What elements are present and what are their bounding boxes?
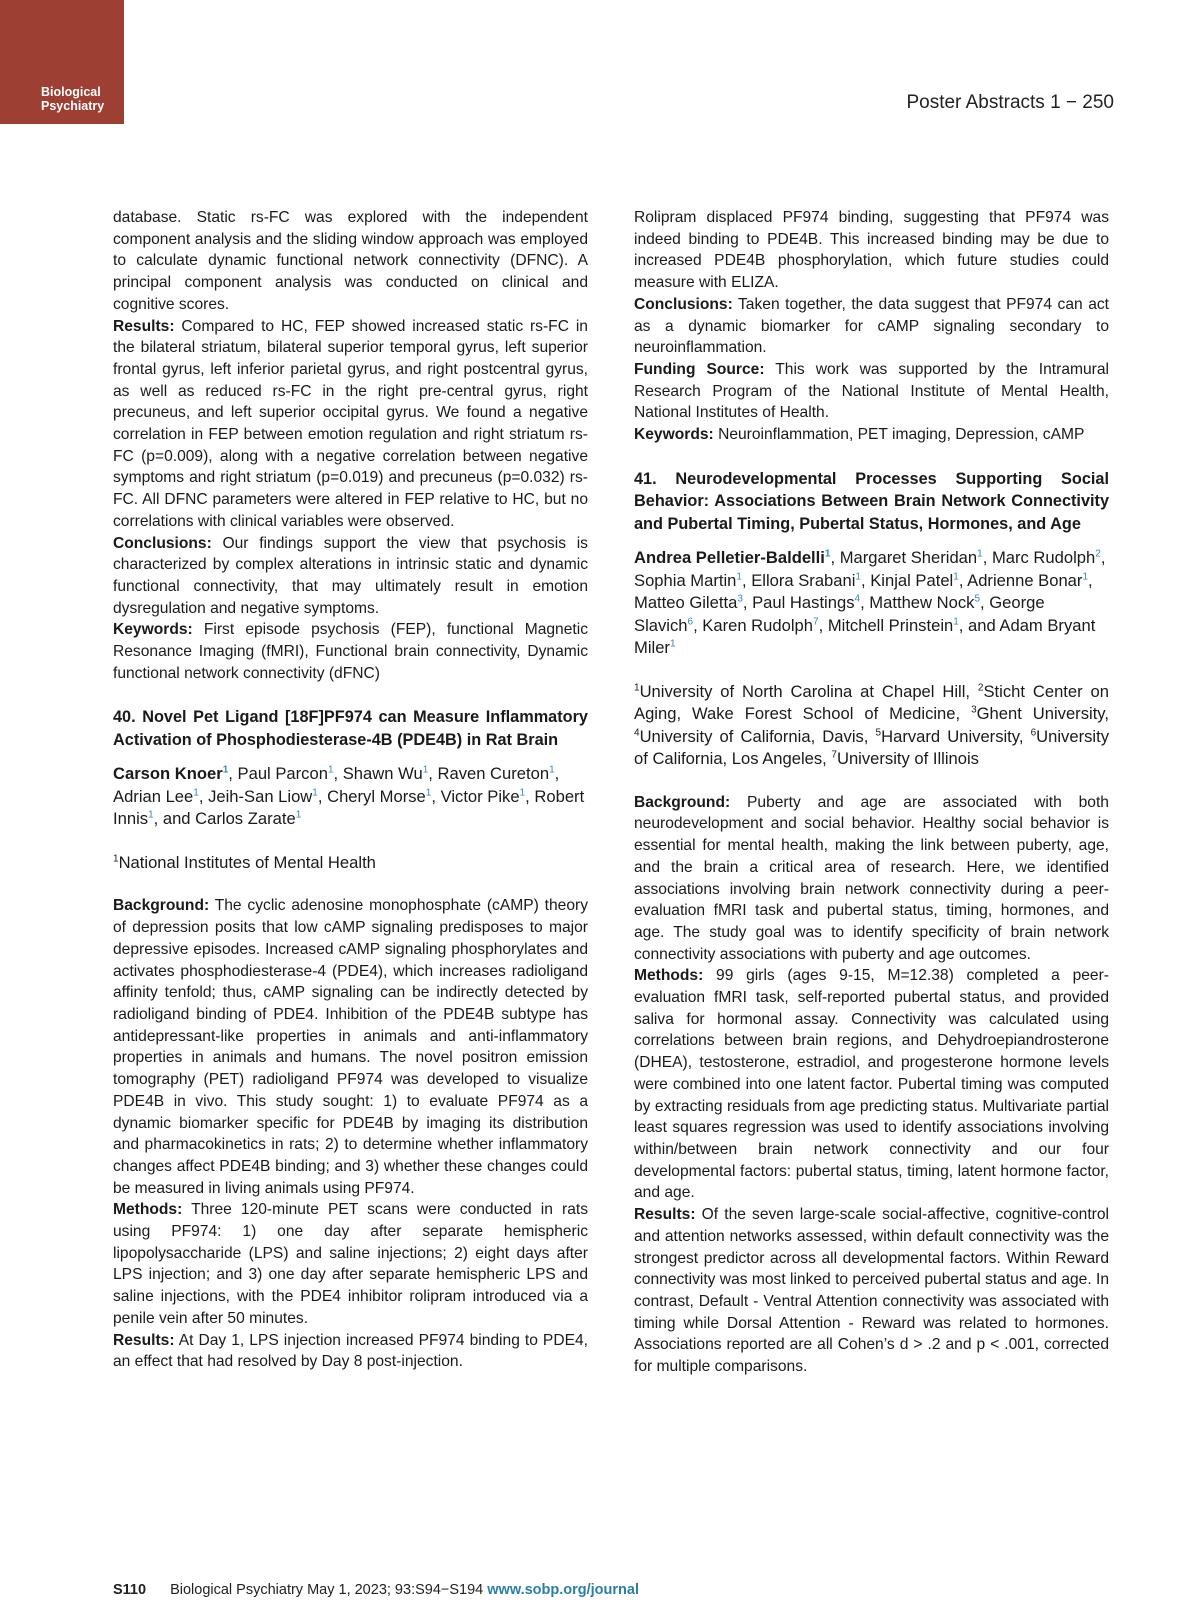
abstract-39-method-tail bbox=[113, 207, 588, 316]
author-separator: , bbox=[317, 786, 328, 806]
author-list bbox=[113, 763, 588, 831]
affiliation-number: 2 bbox=[977, 682, 984, 694]
abstract-40-background bbox=[113, 895, 588, 1199]
section-text: Neuroinflammation, PET imaging, Depression, cAMP bbox=[718, 426, 1085, 444]
affiliation-name: Harvard University, bbox=[881, 726, 1031, 746]
author bbox=[992, 548, 1101, 567]
author-name: Margaret Sheridan bbox=[839, 548, 978, 568]
section-text: This work was supported by the Intramural Research Program of the National Institute of Mental Health, National Institutes of Health. bbox=[634, 360, 1109, 422]
author-name: Robert Innis bbox=[113, 786, 585, 829]
section-text: Compared to HC, FEP showed increased static rs-FC in the bilateral striatum, bilateral superior temporal gyrus, left superior frontal gyrus, left inferior parietal gyrus, and right postcentral gyrus, as well as reduced rs-FC in the right pre-central gyrus, right precuneus, and left superior occipital gyrus. We found a negative correlation in FEP between emotion regulation and right striatum rs-FC (p=0.009), along with a negative correlation between negative symptoms and right striatum (p=0.019) and precuneus (p=0.032) rs-FC. All DFNC parameters were altered in FEP relative to HC, but no correlations with clinical variables were observed. bbox=[113, 317, 588, 530]
section-label: Methods: bbox=[113, 1201, 183, 1219]
section-label: Background: bbox=[113, 897, 210, 915]
author-name: Jeih-San Liow bbox=[208, 786, 313, 806]
author bbox=[208, 787, 318, 806]
author-name: Kinjal Patel bbox=[870, 570, 954, 590]
abstract-39-keywords bbox=[113, 619, 588, 684]
abstract-41 bbox=[634, 468, 1109, 1378]
abstract-41-results bbox=[634, 1204, 1109, 1378]
journal-logo-tab bbox=[0, 0, 124, 124]
abstract-39-results bbox=[113, 316, 588, 533]
author-name: Adrian Lee bbox=[113, 786, 194, 806]
author-separator: , bbox=[860, 593, 870, 613]
author-name: George Slavich bbox=[634, 593, 1045, 635]
author bbox=[327, 787, 431, 806]
affiliation-marker: 1 bbox=[977, 548, 983, 560]
author bbox=[238, 764, 334, 783]
author-name: Victor Pike bbox=[440, 786, 520, 806]
affiliation-marker: 5 bbox=[974, 593, 980, 605]
affiliation-name: Sticht Center on Aging, Wake Forest School of Medicine, bbox=[634, 681, 1110, 724]
left-column bbox=[113, 207, 588, 1373]
affiliation-marker: 1 bbox=[549, 764, 555, 776]
section-label: Methods: bbox=[634, 967, 704, 985]
author-separator: , bbox=[830, 548, 840, 568]
section-text: Of the seven large-scale social-affective, cognitive-control and attention networks assessed, within default connectivity was the strongest predictor across all developmental factors. Within Reward connectivity was most linked to perceived pubertal status and age. In contrast, Default - Ventral Attention connectivity was associated with timing while Dorsal Attention - Reward was related to hormones. Associations reported are all Cohen’s d > .2 and p < .001, corrected for multiple comparisons. bbox=[634, 1206, 1110, 1376]
section-text: database. Static rs-FC was explored with the independent component analysis and the sliding window approach was employed to calculate dynamic functional network connectivity (DFNC). A principal component analysis was conducted on clinical and cognitive scores. bbox=[113, 209, 588, 313]
section-text: First episode psychosis (FEP), functional Magnetic Resonance Imaging (fMRI), Functional brain connectivity, Dynamic functional network connectivity (dFNC) bbox=[113, 621, 588, 682]
section-text: Puberty and age are associated with both neurodevelopment and social behavior. Healthy social behavior is essential for mental health, making the link between puberty, age, and the brain a critical area of research. Here, we identified associations involving brain network connectivity during a peer-evaluation fMRI task and pubertal status, timing, hormones, and age. The study goal was to identify specificity of brain network connectivity associations with puberty and age outcomes. bbox=[634, 793, 1109, 963]
author bbox=[113, 764, 228, 783]
affiliation-marker: 1 bbox=[519, 787, 526, 799]
affiliation-marker: 1 bbox=[669, 638, 676, 650]
affiliation-name: Ghent University, bbox=[976, 704, 1109, 724]
author-separator: , bbox=[818, 615, 828, 635]
author bbox=[634, 548, 830, 567]
author bbox=[441, 787, 526, 806]
author-separator: , and bbox=[153, 809, 196, 829]
section-label: Results: bbox=[113, 317, 175, 335]
affiliation-number: 5 bbox=[875, 727, 882, 739]
affiliation-marker: 1 bbox=[824, 548, 831, 560]
running-head: Poster Abstracts 1 − 250 bbox=[906, 92, 1114, 113]
author-separator: , bbox=[554, 764, 560, 784]
section-label: Background: bbox=[634, 793, 731, 811]
author-name: Andrea Pelletier-Baldelli bbox=[634, 548, 825, 568]
abstract-40-conclusions bbox=[634, 294, 1109, 359]
author-name: Karen Rudolph bbox=[702, 615, 814, 635]
author bbox=[702, 616, 818, 635]
affiliations bbox=[634, 681, 1109, 771]
affiliation-marker: 1 bbox=[736, 571, 742, 583]
section-label: Conclusions: bbox=[634, 295, 733, 313]
journal-url-link[interactable]: www.sobp.org/journal bbox=[487, 1582, 639, 1598]
affiliation-marker: 1 bbox=[1082, 571, 1089, 583]
affiliation-marker: 6 bbox=[687, 616, 694, 628]
section-label: Results: bbox=[634, 1206, 696, 1224]
affiliation-marker: 4 bbox=[854, 593, 861, 605]
author bbox=[437, 764, 554, 783]
affiliation-marker: 1 bbox=[422, 764, 429, 776]
abstract-40-keywords bbox=[634, 424, 1109, 446]
affiliation-marker: 1 bbox=[193, 787, 199, 799]
affiliation-marker: 1 bbox=[327, 764, 334, 776]
affiliation-number: 7 bbox=[831, 749, 837, 761]
author-name: Paul Hastings bbox=[752, 593, 855, 613]
author-name: Marc Rudolph bbox=[991, 548, 1096, 568]
affiliation-marker: 1 bbox=[295, 809, 302, 821]
author bbox=[751, 571, 861, 590]
affiliation-number: 4 bbox=[634, 727, 640, 739]
affiliation-marker: 1 bbox=[148, 809, 154, 821]
author-separator: , bbox=[693, 615, 703, 635]
author bbox=[828, 616, 959, 635]
section-label: Funding Source: bbox=[634, 360, 765, 378]
abstract-40-funding bbox=[634, 359, 1109, 424]
section-text: Our findings support the view that psychosis is characterized by complex alterations in intrinsic static and dynamic functional connectivity, that may ultimately result in emotion dysregulation and negative symptoms. bbox=[113, 534, 588, 617]
abstract-39-continuation bbox=[113, 207, 588, 684]
affiliation-name: University of California, Davis, bbox=[639, 726, 876, 746]
author-list bbox=[634, 547, 1109, 660]
author-name: Raven Cureton bbox=[437, 764, 550, 784]
author bbox=[343, 764, 429, 783]
affiliation-name: University of Illinois bbox=[836, 749, 979, 769]
abstract-40-results bbox=[113, 1330, 588, 1373]
section-text: 99 girls (ages 9-15, M=12.38) completed a peer-evaluation fMRI task, self-reported pubertal status, and provided saliva for hormonal assay. Connectivity was calculated using correlations between brain regions, and Dehydroepiandrosterone (DHEA), testosterone, estradiol, and progesterone hormone levels were combined into one latent factor. Pubertal timing was computed by extracting residuals from age predicting status. Multivariate partial least squares regression was used to identify associations involving within/between brain network connectivity and our four developmental factors: pubertal status, timing, latent hormone factor, and age. bbox=[634, 967, 1109, 1202]
affiliation-number: 1 bbox=[113, 853, 119, 865]
affiliation-name: University of California, Los Angeles, bbox=[634, 726, 1109, 769]
author-separator: , bbox=[1100, 548, 1106, 568]
affiliations bbox=[113, 852, 588, 875]
affiliation-marker: 2 bbox=[1095, 548, 1101, 560]
affiliation-marker: 3 bbox=[737, 593, 743, 605]
author-separator: , bbox=[742, 593, 753, 613]
section-label: Results: bbox=[113, 1331, 175, 1349]
affiliation-number: 3 bbox=[971, 704, 977, 716]
author-separator: , bbox=[741, 570, 752, 590]
journal-logo-line2: Psychiatry bbox=[41, 99, 105, 113]
affiliation-marker: 1 bbox=[425, 787, 432, 799]
journal-logo-line1: Biological bbox=[41, 85, 101, 99]
author-separator: , and bbox=[958, 615, 1000, 635]
affiliation-marker: 1 bbox=[222, 764, 229, 776]
abstract-40-continuation bbox=[634, 207, 1109, 446]
section-label: Keywords: bbox=[634, 426, 714, 444]
author-separator: , bbox=[431, 786, 441, 806]
abstract-40-results-tail bbox=[634, 207, 1109, 294]
author-name: Shawn Wu bbox=[342, 764, 423, 784]
section-text: Three 120-minute PET scans were conducted in rats using PF974: 1) one day after separate hemispheric lipopolysaccharide (LPS) and saline injections; 2) eight days after LPS injection; and 3) one day after separate hemispheric LPS and saline injections, with the PDE4 inhibitor rolipram introduced via a penile vein after 50 minutes. bbox=[113, 1201, 588, 1327]
abstract-title: 41. Neurodevelopmental Processes Supporting Social Behavior: Associations Between Brain Network Connectivity and Pubertal Timing, Pubertal Status, Hormones, and Age bbox=[634, 469, 1109, 533]
section-text: The cyclic adenosine monophosphate (cAMP) theory of depression posits that low cAMP signaling predisposes to major depressive episodes. Increased cAMP signaling phosphorylates and activates phosphodiesterase-4 (PDE4), which increases radioligand affinity tenfold; thus, cAMP signaling can be indirectly detected by radioligand binding of PDE4. Inhibition of the PDE4B subtype has antidepressant-like properties in animals and anti-inflammatory properties in animals and humans. The novel positron emission tomography (PET) radioligand PF974 was developed to visualize PDE4B in vivo. This study sought: 1) to evaluate PF974 as a dynamic biomarker specific for PDE4B by imaging its distribution and pharmacokinetics in rats; 2) to determine whether inflammatory changes affect PDE4B binding; and 3) whether these changes could be measured in living animals using PF974. bbox=[113, 897, 588, 1197]
author-name: Matthew Nock bbox=[869, 593, 975, 613]
affiliation-number: 6 bbox=[1030, 727, 1037, 739]
abstract-41-methods bbox=[634, 965, 1109, 1204]
author-separator: , bbox=[525, 786, 535, 806]
author-name: Adrienne Bonar bbox=[967, 570, 1083, 590]
author bbox=[195, 809, 301, 828]
affiliation-marker: 1 bbox=[953, 616, 959, 628]
author-name: Mitchell Prinstein bbox=[827, 615, 954, 635]
author bbox=[870, 571, 959, 590]
author-name: Paul Parcon bbox=[237, 764, 328, 784]
author bbox=[967, 571, 1088, 590]
section-text: At Day 1, LPS injection increased PF974 binding to PDE4, an effect that had resolved by Day 8 post-injection. bbox=[113, 1331, 588, 1371]
abstract-39-conclusions bbox=[113, 533, 588, 620]
author bbox=[634, 593, 743, 612]
author-separator: , bbox=[982, 548, 992, 568]
page-number: S110 bbox=[113, 1582, 147, 1598]
abstract-40-methods bbox=[113, 1199, 588, 1329]
abstract-40 bbox=[113, 706, 588, 1372]
author bbox=[840, 548, 983, 567]
affiliation-marker: 1 bbox=[953, 571, 959, 583]
affiliation-name: University of North Carolina at Chapel Hill, bbox=[639, 681, 978, 701]
section-text: Rolipram displaced PF974 binding, suggesting that PF974 was indeed binding to PDE4B. This increased binding may be due to increased PDE4B phosphorylation, which future studies could measure with ELIZA. bbox=[634, 209, 1109, 292]
author-separator: , bbox=[958, 570, 968, 590]
author-separator: , bbox=[860, 570, 871, 590]
affiliation-marker: 1 bbox=[855, 571, 861, 583]
author bbox=[752, 593, 860, 612]
author-name: Sophia Martin bbox=[634, 570, 737, 590]
author bbox=[869, 593, 980, 612]
author-name: Carlos Zarate bbox=[195, 809, 296, 829]
author-separator: , bbox=[333, 764, 343, 784]
author bbox=[634, 571, 742, 590]
abstract-41-background bbox=[634, 792, 1109, 966]
author-separator: , bbox=[428, 764, 438, 784]
affiliation-marker: 7 bbox=[813, 616, 819, 628]
author-name: Matteo Giletta bbox=[634, 593, 738, 613]
affiliation-marker: 1 bbox=[312, 787, 318, 799]
page-footer bbox=[113, 1582, 639, 1598]
journal-logo-text bbox=[41, 85, 104, 113]
author-separator: , bbox=[228, 764, 238, 784]
abstract-title: 40. Novel Pet Ligand [18F]PF974 can Measure Inflammatory Activation of Phosphodiesterase-4B (PDE4B) in Rat Brain bbox=[113, 708, 588, 749]
author-name: Adam Bryant Miler bbox=[634, 615, 1096, 658]
author bbox=[113, 787, 199, 806]
author-name: Cheryl Morse bbox=[327, 786, 426, 806]
affiliation-number: 1 bbox=[634, 682, 640, 694]
affiliation-name: National Institutes of Mental Health bbox=[118, 852, 376, 872]
author-name: Carson Knoer bbox=[113, 764, 223, 784]
citation-text: Biological Psychiatry May 1, 2023; 93:S94−S194 bbox=[170, 1582, 488, 1598]
author-separator: , bbox=[198, 786, 209, 806]
section-label: Conclusions: bbox=[113, 534, 212, 552]
author-separator: , bbox=[980, 593, 990, 613]
section-label: Keywords: bbox=[113, 621, 193, 639]
right-column bbox=[634, 207, 1109, 1378]
author-separator: , bbox=[1088, 570, 1093, 590]
author-name: Ellora Srabani bbox=[751, 570, 856, 590]
section-text: Taken together, the data suggest that PF974 can act as a dynamic biomarker for cAMP signaling secondary to neuroinflammation. bbox=[634, 295, 1109, 357]
